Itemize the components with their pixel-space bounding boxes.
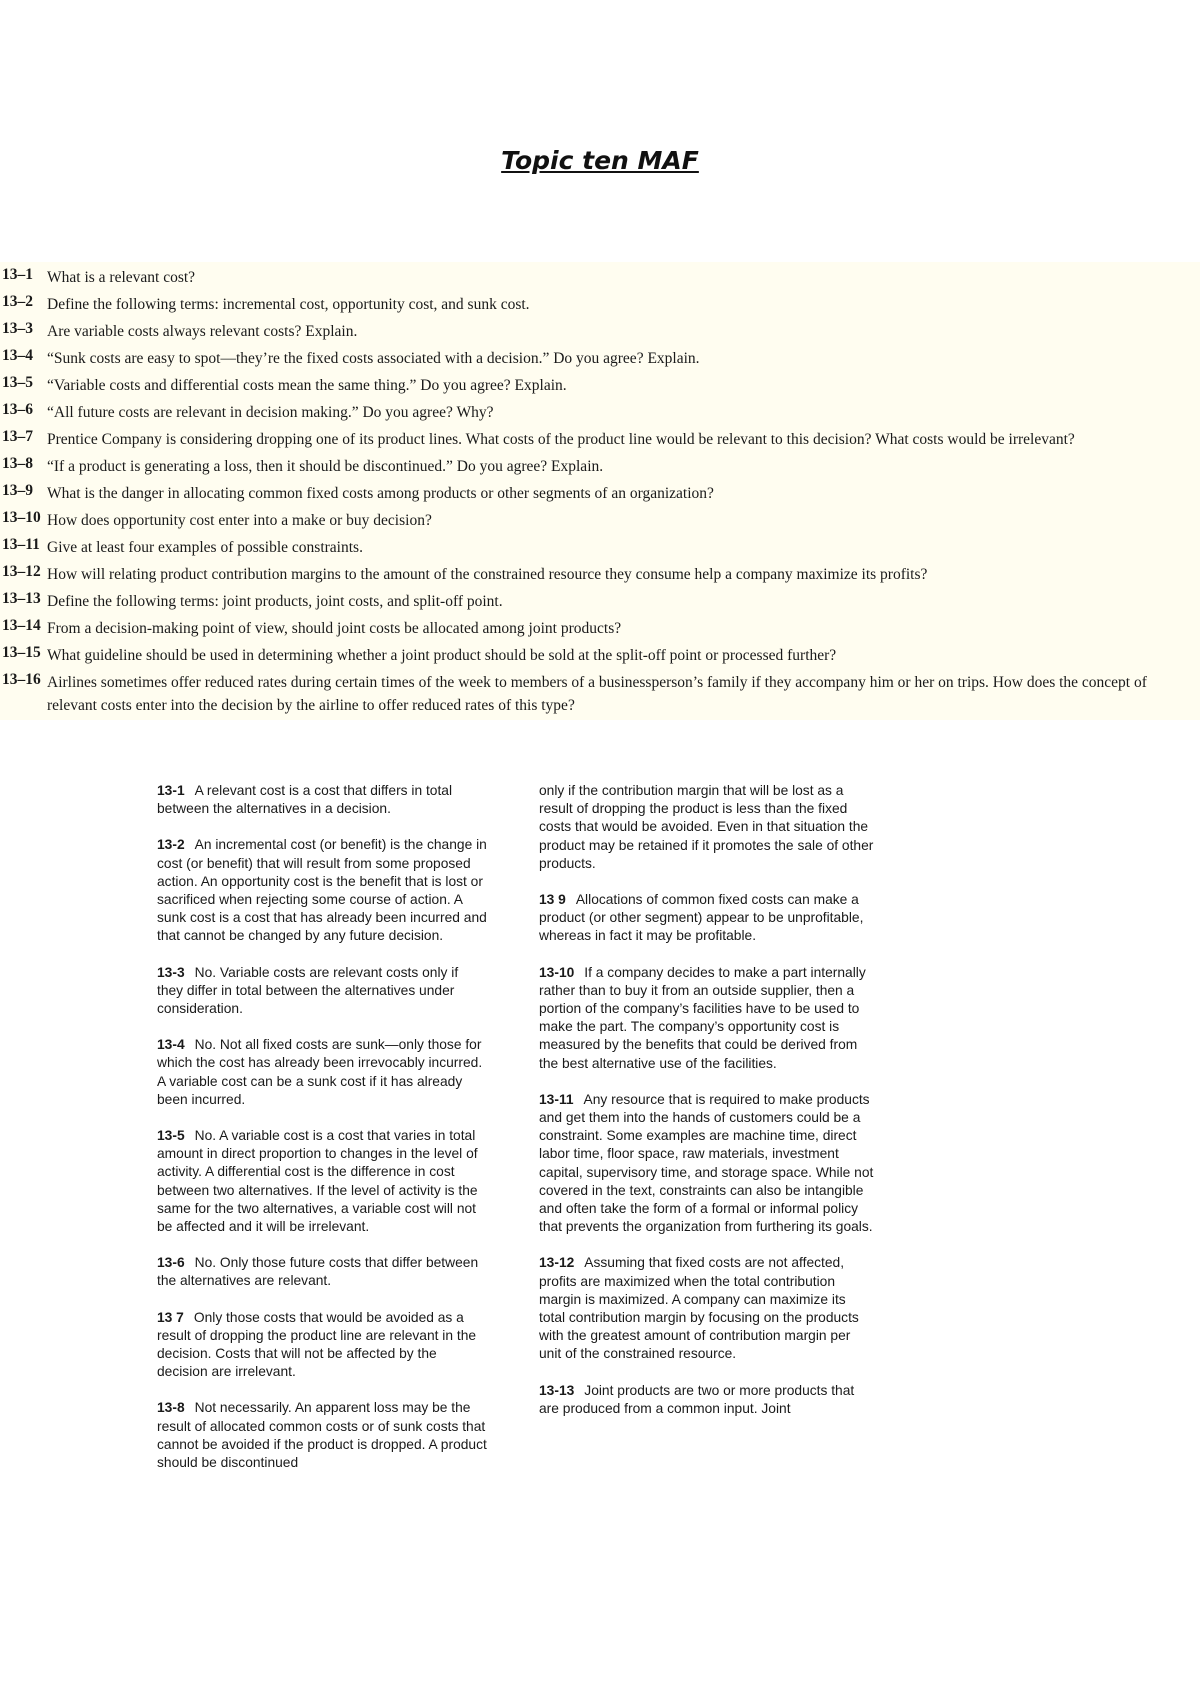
answer-item [157, 1309, 487, 1382]
question-text: Give at least four examples of possible constraints. [47, 539, 363, 556]
answer-number: 13-11 [539, 1091, 574, 1107]
answer-number: 13-2 [157, 837, 185, 853]
answer-item [539, 891, 874, 946]
question-text: What is the danger in allocating common fixed costs among products or other segments of an organization? [47, 485, 714, 502]
question-text: “Variable costs and differential costs mean the same thing.” Do you agree? Explain. [47, 377, 567, 394]
answer-number: 13-13 [539, 1382, 575, 1398]
question-text: Are variable costs always relevant costs? Explain. [47, 323, 358, 340]
answer-number: 13-8 [157, 1400, 185, 1416]
answer-text: An incremental cost (or benefit) is the change in cost (or benefit) that will result from some proposed action. An opportunity cost is the benefit that is lost or sacrificed when rejecting some course of action. A sunk cost is a cost that has already been incurred and that cannot be changed by any future decision. [157, 837, 487, 944]
question-text: Define the following terms: joint products, joint costs, and split-off point. [47, 593, 503, 610]
question-text: What guideline should be used in determining whether a joint product should be sold at the split-off point or processed further? [47, 647, 837, 664]
answer-number: 13-4 [157, 1037, 185, 1053]
page-title: Topic ten MAF [501, 146, 699, 175]
answer-text: Allocations of common fixed costs can make a product (or other segment) appear to be unprofitable, whereas in fact it may be profitable. [539, 892, 864, 944]
question-text: How will relating product contribution margins to the amount of the constrained resource they consume help a company maximize its profits? [47, 566, 928, 583]
question-text: Prentice Company is considering dropping one of its product lines. What costs of the product line would be relevant to this decision? What costs would be irrelevant? [47, 431, 1075, 448]
question-number: 13–8 [2, 455, 33, 472]
question-number: 13–10 [2, 509, 41, 526]
answer-item [539, 1254, 874, 1363]
answer-text: Only those costs that would be avoided as a result of dropping the product line are relevant in the decision. Costs that will not be affected by the decision are irrelevant. [157, 1309, 477, 1380]
question-number: 13–12 [2, 563, 41, 580]
answer-item [539, 782, 874, 873]
answers-right-column [539, 782, 874, 1436]
answer-item [539, 1382, 874, 1418]
question-number: 13–13 [2, 590, 41, 607]
answer-item [157, 1254, 487, 1290]
question-text: “All future costs are relevant in decision making.” Do you agree? Why? [47, 404, 494, 421]
answer-item [157, 1127, 487, 1236]
question-number: 13–7 [2, 428, 33, 445]
answer-item [539, 1091, 874, 1237]
question-number: 13–6 [2, 401, 33, 418]
answer-text: A relevant cost is a cost that differs in total between the alternatives in a decision. [157, 783, 453, 817]
answer-number: 13-6 [157, 1255, 185, 1271]
question-number: 13–15 [2, 644, 41, 661]
question-text: “If a product is generating a loss, then it should be discontinued.” Do you agree? Explain. [47, 458, 604, 475]
question-text: “Sunk costs are easy to spot—they’re the fixed costs associated with a decision.” Do you agree? Explain. [47, 350, 700, 367]
answer-item [157, 782, 487, 818]
answer-item [157, 1036, 487, 1109]
answer-text: only if the contribution margin that will be lost as a result of dropping the product is less than the fixed costs that would be avoided. Even in that situation the product may be retained if it promotes the sale of other products. [539, 783, 874, 871]
answer-text: Any resource that is required to make products and get them into the hands of customers could be a constraint. Some examples are machine time, direct labor time, floor space, raw materials, investment capital, supervisory time, and storage space. While not covered in the text, constraints can also be intangible and often take the form of a formal or informal policy that prevents the organization from furthering its goals. [539, 1091, 874, 1235]
answer-text: No. Not all fixed costs are sunk—only those for which the cost has already been irrevocably incurred. A variable cost can be a sunk cost if it has already been incurred. [157, 1037, 483, 1107]
answer-number: 13 7 [157, 1309, 184, 1325]
question-number: 13–9 [2, 482, 33, 499]
question-text: Airlines sometimes offer reduced rates during certain times of the week to members of a businessperson’s family if they accompany him or her on trips. How does the concept of relevant costs enter into the decision by the airline to offer reduced rates of this type? [47, 674, 1147, 714]
question-number: 13–5 [2, 374, 33, 391]
question-text: From a decision-making point of view, should joint costs be allocated among joint products? [47, 620, 622, 637]
answer-text: Joint products are two or more products that are produced from a common input. Joint [539, 1382, 855, 1416]
question-number: 13–11 [2, 536, 40, 553]
question-number: 13–16 [2, 671, 41, 688]
answer-text: No. Variable costs are relevant costs only if they differ in total between the alternatives under consideration. [157, 964, 459, 1017]
answers-left-column [157, 782, 487, 1490]
answer-number: 13-1 [157, 783, 185, 798]
question-text: Define the following terms: incremental cost, opportunity cost, and sunk cost. [47, 296, 530, 313]
answer-number: 13 9 [539, 892, 566, 908]
question-number: 13–4 [2, 347, 33, 364]
answer-number: 13-10 [539, 964, 575, 980]
question-number: 13–2 [2, 293, 33, 310]
answer-text: No. A variable cost is a cost that varies in total amount in direct proportion to changes in the level of activity. A differential cost is the difference in cost between two alternatives. If the level of activity is the same for the two alternatives, a variable cost will not be affected and it will be irrelevant. [157, 1128, 478, 1235]
question-text: How does opportunity cost enter into a make or buy decision? [47, 512, 432, 529]
question-number: 13–1 [2, 266, 33, 283]
answer-item [157, 836, 487, 945]
answer-text: Not necessarily. An apparent loss may be the result of allocated common costs or of sunk costs that cannot be avoided if the product is dropped. A product should be discontinued [157, 1400, 487, 1471]
question-number: 13–14 [2, 617, 41, 634]
question-number: 13–3 [2, 320, 33, 337]
question-text: What is a relevant cost? [47, 269, 196, 286]
answer-number: 13-5 [157, 1128, 185, 1144]
answer-item [157, 964, 487, 1019]
answer-text: If a company decides to make a part internally rather than to buy it from an outside supplier, then a portion of the company’s facilities have to be used to make the part. The company’s opportunity cost is measured by the benefits that could be derived from the best alternative use of the facilities. [539, 964, 866, 1071]
answer-text: Assuming that fixed costs are not affected, profits are maximized when the total contribution margin is maximized. A company can maximize its total contribution margin by focusing on the products with the greatest amount of contribution margin per unit of the constrained resource. [539, 1255, 859, 1362]
review-questions-panel [0, 262, 1200, 720]
answer-number: 13-12 [539, 1255, 575, 1271]
answer-item [157, 1399, 487, 1472]
answer-text: No. Only those future costs that differ between the alternatives are relevant. [157, 1255, 479, 1289]
answer-item [539, 964, 874, 1073]
answer-number: 13-3 [157, 964, 185, 980]
